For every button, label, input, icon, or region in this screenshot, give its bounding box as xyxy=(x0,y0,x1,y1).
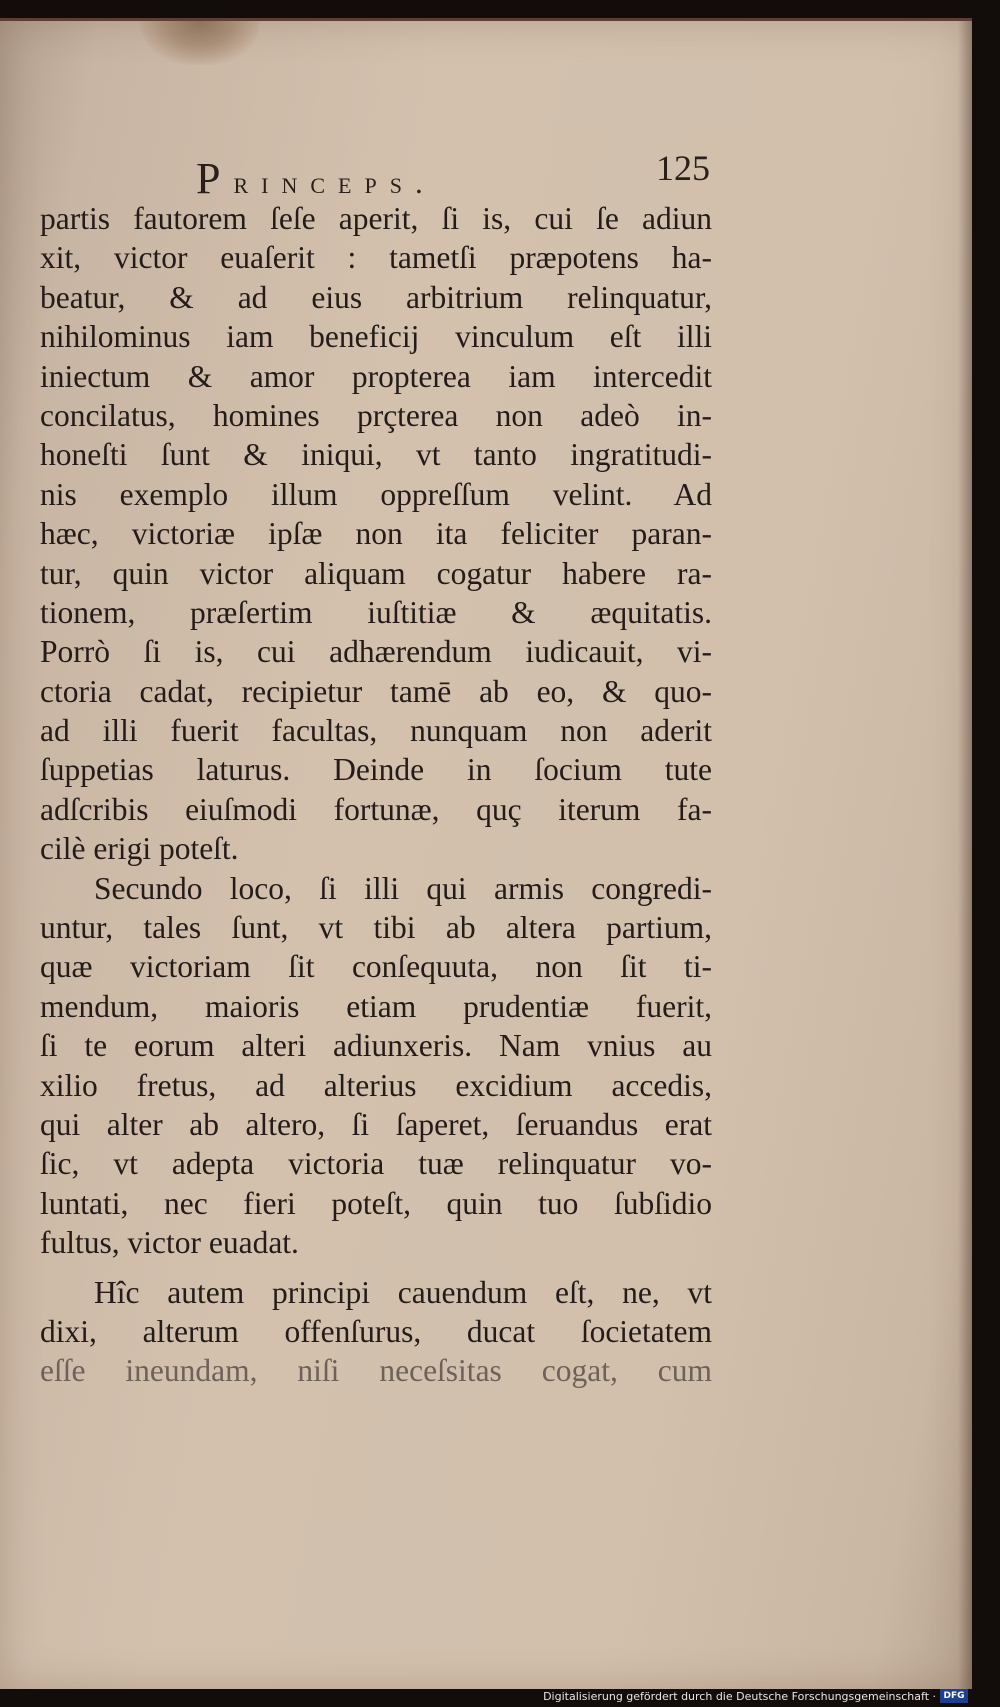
text-line: qui alter ab altero, ſi ſaperet, ſeruandus erat xyxy=(40,1106,712,1142)
text-line: ad illi fuerit facultas, nunquam non aderit xyxy=(40,713,712,749)
text-line: adſcribis eiuſmodi fortunæ, quç iterum fa- xyxy=(40,791,712,827)
text-line: dixi, alterum offenſurus, ducat ſocietatem xyxy=(40,1313,712,1349)
paper-stain xyxy=(140,21,260,65)
text-line: nis exemplo illum oppreſſum velint. Ad xyxy=(40,476,712,512)
text-line: Secundo loco, ſi illi qui armis congredi- xyxy=(94,870,712,906)
text-line: concilatus, homines prçterea non adeò in- xyxy=(40,397,712,433)
text-line: ſi te eorum alteri adiunxeris. Nam vnius au xyxy=(40,1028,712,1064)
text-line: xit, victor euaſerit : tametſi præpotens ha- xyxy=(40,240,712,276)
paragraph-gap xyxy=(40,1263,712,1273)
text-line: quæ victoriam ſit conſequuta, non ſit ti- xyxy=(40,949,712,985)
text-line: tionem, præſertim iuſtitiæ & æquitatis. xyxy=(40,594,712,630)
text-line: Porrò ſi is, cui adhærendum iudicauit, vi- xyxy=(40,634,712,670)
text-line: Hîc autem principi cauendum eſt, ne, vt xyxy=(94,1274,712,1310)
text-line: untur, tales ſunt, vt tibi ab altera partium, xyxy=(40,910,712,946)
text-line: tur, quin victor aliquam cogatur habere ra- xyxy=(40,555,712,591)
text-line: luntati, nec fieri poteſt, quin tuo ſubſidio xyxy=(40,1185,712,1221)
text-line: xilio fretus, ad alterius excidium accedis, xyxy=(40,1067,712,1103)
text-line: eſſe ineundam, niſi neceſsitas cogat, cum xyxy=(40,1353,712,1389)
text-line: nihilominus iam beneficij vinculum eſt illi xyxy=(40,319,712,355)
text-line: ctoria cadat, recipietur tamē ab eo, & quo- xyxy=(40,673,712,709)
dfg-logo: DFG xyxy=(940,1689,968,1703)
text-line: hæc, victoriæ ipſæ non ita feliciter paran- xyxy=(40,516,712,552)
text-line: ſic, vt adepta victoria tuæ relinquatur vo- xyxy=(40,1146,712,1182)
page-number: 125 xyxy=(656,148,710,188)
page-edge-shadow xyxy=(958,21,972,1689)
body-text xyxy=(40,199,712,1391)
text-line: beatur, & ad eius arbitrium relinquatur, xyxy=(40,279,712,315)
digitization-credit: Digitalisierung gefördert durch die Deutsche Forschungsgemeinschaft · xyxy=(543,1690,936,1703)
text-line: iniectum & amor propterea iam intercedit xyxy=(40,358,712,394)
text-line: fultus, victor euadat. xyxy=(40,1225,299,1261)
running-head: Princeps. xyxy=(196,154,436,203)
text-line: ſuppetias laturus. Deinde in ſocium tute xyxy=(40,752,712,788)
text-line: mendum, maioris etiam prudentiæ fuerit, xyxy=(40,988,712,1024)
book-page xyxy=(0,18,972,1689)
page-header xyxy=(196,135,716,203)
text-line: partis fautorem ſeſe aperit, ſi is, cui ſe adiun xyxy=(40,201,712,236)
text-line: cilè erigi poteſt. xyxy=(40,831,239,867)
text-line: honeſti ſunt & iniqui, vt tanto ingratitudi- xyxy=(40,437,712,473)
